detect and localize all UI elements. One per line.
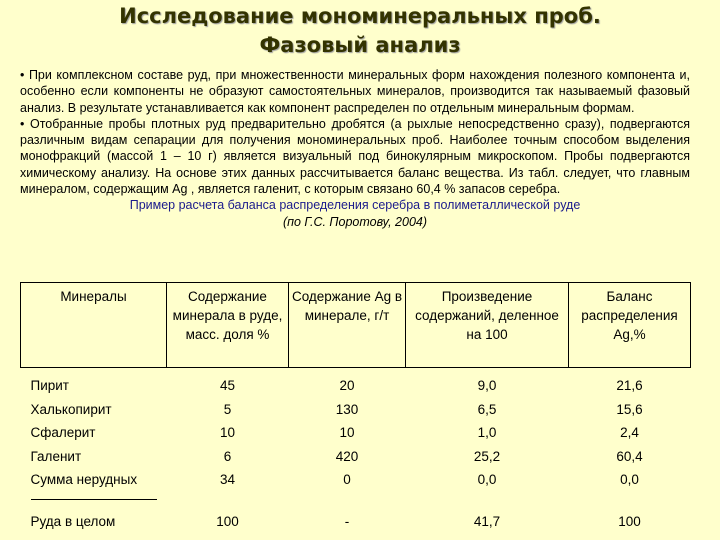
cell-value: 25,2: [473, 448, 501, 464]
cell-value: 34: [219, 472, 236, 487]
cell-value: 2,4: [620, 425, 639, 440]
cell-value: 0: [343, 472, 351, 487]
table-caption: Пример расчета баланса распределения серебра в полиметаллической руде: [129, 198, 581, 213]
cell-value: 60,4: [616, 448, 643, 464]
cell-value: 1,0: [477, 425, 497, 440]
cell-value: 6,5: [477, 401, 497, 417]
header-minerals: Минералы: [21, 283, 167, 368]
cell-value: 10: [339, 425, 355, 440]
cell-mineral: Халькопирит: [30, 401, 112, 417]
table-row: [21, 421, 691, 445]
cell-value: 420: [335, 448, 359, 464]
cell-value: 9,0: [477, 378, 497, 393]
paragraph-1: • При комплексном составе руд, при множественности минеральных форм нахождения полезного компонента и, особенно если компоненты не образуют самостоятельных минералов, производится так называемый фазовый анализ. В результате устанавливается как компонент распределен по отдельным минеральным формам.: [20, 68, 690, 115]
cell-value: 130: [335, 401, 359, 417]
table-total-row: [21, 508, 691, 536]
silver-balance-table: [20, 282, 691, 536]
total-divider-line: [31, 499, 157, 500]
cell-value: 6: [223, 448, 232, 464]
slide-title: [0, 2, 720, 60]
cell-value: 15,6: [616, 401, 643, 417]
cell-total-value: 41,7: [473, 513, 501, 529]
cell-value: 0,0: [477, 472, 497, 487]
cell-value: 10: [219, 425, 236, 440]
title-line-1: Исследование мономинеральных проб.: [119, 4, 601, 28]
cell-total-value: 100: [216, 513, 239, 529]
total-divider-row: [21, 492, 691, 508]
cell-value: 21,6: [616, 378, 643, 393]
cell-value: 5: [223, 401, 232, 417]
cell-value: 20: [339, 378, 355, 393]
cell-total-label: Руда в целом: [30, 513, 116, 529]
paragraph-2: • Отобранные пробы плотных руд предварительно дробятся (а рыхлые непосредственно сразу), подвергаются различным видам сепарации для получения мономинеральных проб. Наиболее точным способом выделения монофракций (массой 1 – 10 г) является визуальный под бинокулярным микроскопом. Пробы подвергаются химическому анализу. На основе этих данных рассчитывается баланс вещества. Из табл. следует, что главным минералом, содержащим Ag , является галенит, с которым связано 60,4 % запасов серебра.: [20, 116, 690, 197]
body-text: [20, 67, 690, 230]
table-row: [21, 398, 691, 422]
header-product: Произведение содержаний, деленное на 100: [406, 283, 569, 368]
header-balance: Баланс распределения Ag,%: [569, 283, 691, 368]
cell-total-value: 100: [618, 513, 641, 529]
cell-mineral: Пирит: [30, 378, 69, 393]
cell-total-value: -: [344, 513, 350, 529]
table-source: (по Г.С. Поротову, 2004): [282, 214, 428, 229]
cell-mineral: Сфалерит: [30, 425, 96, 440]
cell-mineral: Галенит: [30, 448, 82, 464]
table-header-row: [21, 283, 691, 368]
title-line-2: Фазовый анализ: [259, 33, 461, 57]
header-mineral-content: Содержание минерала в руде, масс. доля %: [167, 283, 289, 368]
header-ag-content: Содержание Ag в минерале, г/т: [289, 283, 406, 368]
cell-mineral: Сумма нерудных: [30, 472, 138, 487]
cell-value: 0,0: [620, 472, 639, 487]
table-row: [21, 468, 691, 492]
table-row: [21, 374, 691, 398]
cell-value: 45: [219, 378, 236, 393]
table-row: [21, 445, 691, 469]
